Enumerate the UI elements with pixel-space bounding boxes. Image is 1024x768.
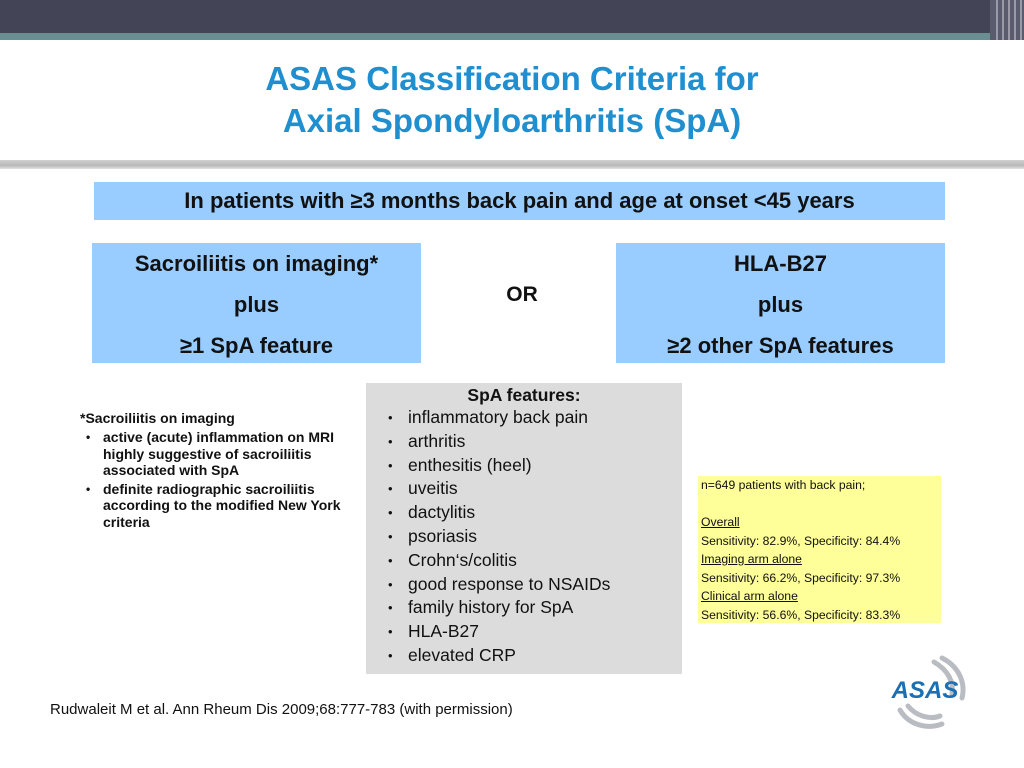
spa-feature-text: enthesitis (heel) [408, 454, 532, 475]
top-accent-stripe [0, 33, 1024, 40]
spa-feature-text: family history for SpA [408, 597, 574, 618]
clinical-arm-box [616, 243, 945, 363]
spa-features-heading: SpA features: [467, 385, 581, 405]
list-item [366, 406, 682, 430]
bullet-icon: • [388, 505, 393, 521]
bullet-icon: • [86, 430, 91, 444]
list-item [80, 481, 360, 531]
spa-feature-text: Crohn‘s/colitis [408, 549, 517, 570]
clinical-arm-line-1: HLA-B27 [734, 251, 827, 276]
spa-feature-text: psoriasis [408, 525, 478, 546]
spa-feature-text: inflammatory back pain [408, 407, 588, 427]
stats-imaging-label: Imaging arm alone [701, 552, 802, 566]
list-item [366, 573, 682, 597]
sacroiliitis-note-heading: *Sacroiliitis on imaging [80, 410, 235, 426]
list-item [366, 620, 682, 644]
spa-feature-text: arthritis [408, 430, 466, 451]
asas-logo [878, 652, 972, 732]
imaging-arm-box [92, 243, 421, 363]
spa-features-list [366, 406, 682, 668]
top-bar [0, 0, 1024, 33]
bullet-icon: • [388, 410, 393, 425]
performance-stats-box [698, 476, 941, 623]
list-item [366, 430, 682, 454]
citation: Rudwaleit M et al. Ann Rheum Dis 2009;68:777-783 (with permission) [50, 701, 513, 718]
clinical-arm-line-3: ≥2 other SpA features [667, 333, 894, 358]
slide-title-line-2: Axial Spondyloarthritis (SpA) [282, 102, 742, 139]
sacroiliitis-bullet-text: definite radiographic sacroiliitis according to the modified New York criteria [103, 480, 341, 530]
imaging-arm-line-3: ≥1 SpA feature [179, 333, 334, 358]
imaging-arm-line-1: Sacroiliitis on imaging* [134, 251, 379, 276]
list-item [366, 501, 682, 525]
entry-condition-box: In patients with ≥3 months back pain and age at onset <45 years [94, 182, 945, 220]
spa-feature-text: good response to NSAIDs [408, 573, 611, 594]
stats-clinical-value: Sensitivity: 56.6%, Specificity: 83.3% [701, 607, 901, 622]
bullet-icon: • [388, 600, 393, 616]
bullet-icon: • [388, 624, 393, 640]
list-item [80, 429, 360, 479]
asas-logo-text: ASAS [891, 677, 959, 704]
bullet-icon: • [388, 576, 393, 592]
spa-feature-text: uveitis [408, 478, 458, 499]
sacroiliitis-note-list [80, 429, 360, 530]
slide-title [0, 58, 1024, 142]
stats-overall-label: Overall [701, 515, 740, 529]
slide-title-line-1: ASAS Classification Criteria for [265, 60, 759, 97]
spa-feature-text: elevated CRP [408, 644, 516, 665]
bullet-icon: • [86, 481, 91, 496]
list-item [366, 477, 682, 501]
bullet-icon: • [388, 552, 393, 568]
sacroiliitis-note [80, 410, 360, 532]
list-item [366, 454, 682, 478]
spa-feature-text: dactylitis [408, 502, 476, 523]
clinical-arm-line-2: plus [757, 292, 804, 317]
bullet-icon: • [388, 433, 393, 449]
stats-overall-value: Sensitivity: 82.9%, Specificity: 84.4% [701, 533, 901, 548]
sacroiliitis-bullet-text: active (acute) inflammation on MRI highly suggestive of sacroiliitis associated with SpA [103, 429, 335, 478]
stats-intro: n=649 patients with back pain; [701, 478, 866, 492]
title-divider [0, 160, 1024, 169]
stats-spacer [698, 495, 941, 514]
spa-feature-text: HLA-B27 [408, 621, 480, 642]
list-item [366, 644, 682, 668]
stats-imaging-value: Sensitivity: 66.2%, Specificity: 97.3% [701, 570, 901, 585]
bullet-icon: • [388, 481, 393, 497]
bullet-icon: • [388, 528, 393, 544]
or-label: OR [506, 283, 538, 306]
bullet-icon: • [388, 457, 393, 473]
list-item [366, 549, 682, 573]
list-item [366, 525, 682, 549]
stats-clinical-label: Clinical arm alone [701, 589, 798, 603]
bullet-icon: • [388, 647, 393, 663]
list-item [366, 596, 682, 620]
spa-features-box [366, 383, 682, 674]
corner-decoration [990, 0, 1024, 40]
imaging-arm-line-2: plus [233, 292, 280, 317]
